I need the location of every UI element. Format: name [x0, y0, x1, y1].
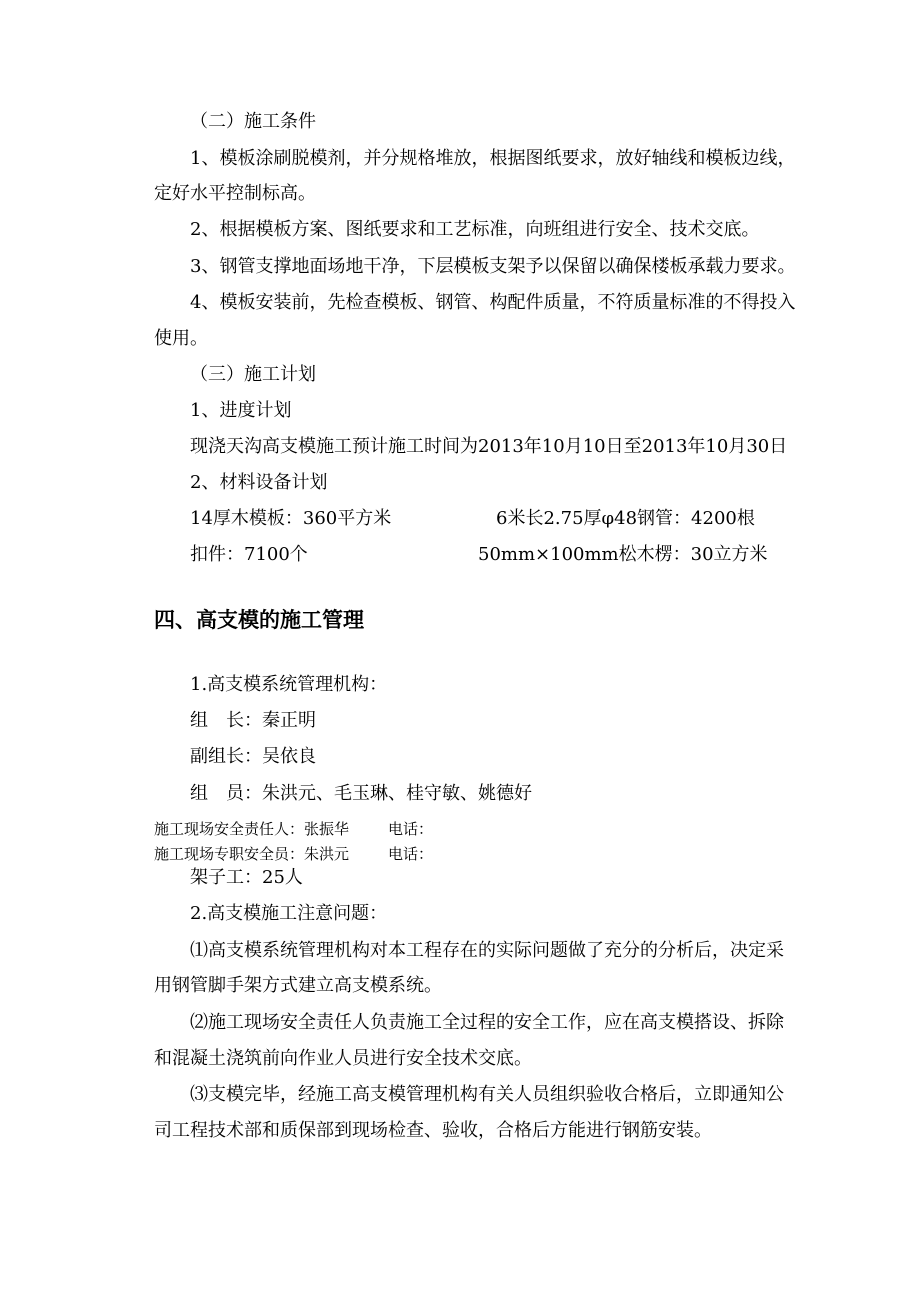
notes-title: 2.高支模施工注意问题： [190, 903, 388, 924]
materials-title: 2、材料设备计划 [190, 472, 328, 493]
safety-officer-phone: 电话： [388, 845, 434, 863]
org-deputy-leader: 副组长：吴依良 [190, 746, 316, 767]
org-members: 组 员：朱洪元、毛玉琳、桂守敏、姚德好 [190, 783, 532, 804]
org-title: 1.高支模系统管理机构： [190, 674, 388, 695]
material-pipe: 6米长2.75厚φ48钢管：4200根 [496, 508, 755, 529]
note-2-line-1: ⑵施工现场安全责任人负责施工全过程的安全工作，应在高支模搭设、拆除 [190, 1012, 784, 1033]
material-formwork: 14厚木模板：360平方米 [190, 508, 392, 529]
conditions-item-1-line-1: 1、模板涂刷脱模剂，并分规格堆放，根据图纸要求，放好轴线和模板边线， [190, 148, 796, 169]
conditions-item-3: 3、钢管支撑地面场地干净，下层模板支架予以保留以确保楼板承载力要求。 [190, 256, 796, 277]
note-2-line-2: 和混凝土浇筑前向作业人员进行安全技术交底。 [154, 1048, 532, 1069]
section-conditions-title: （二）施工条件 [190, 111, 316, 132]
note-1-line-1: ⑴高支模系统管理机构对本工程存在的实际问题做了充分的分析后，决定采 [190, 940, 784, 961]
schedule-title: 1、进度计划 [190, 400, 292, 421]
safety-responsible: 施工现场安全责任人：张振华 [154, 820, 350, 838]
section-management-heading: 四、高支模的施工管理 [154, 608, 364, 632]
conditions-item-1-line-2: 定好水平控制标高。 [154, 183, 316, 204]
safety-officer: 施工现场专职安全员：朱洪元 [154, 845, 350, 863]
note-3-line-2: 司工程技术部和质保部到现场检查、验收，合格后方能进行钢筋安装。 [154, 1120, 712, 1141]
schedule-text: 现浇天沟高支模施工预计施工时间为2013年10月10日至2013年10月30日 [190, 436, 788, 457]
conditions-item-2: 2、根据模板方案、图纸要求和工艺标准，向班组进行安全、技术交底。 [190, 219, 760, 240]
safety-responsible-phone: 电话： [388, 820, 434, 838]
material-timber: 50mm×100mm松木楞：30立方米 [478, 544, 768, 565]
section-plan-title: （三）施工计划 [190, 364, 316, 385]
org-leader: 组 长：秦正明 [190, 710, 316, 731]
conditions-item-4-line-1: 4、模板安装前，先检查模板、钢管、构配件质量，不符质量标准的不得投入 [190, 292, 796, 313]
scaffolders: 架子工：25人 [190, 867, 303, 888]
conditions-item-4-line-2: 使用。 [154, 328, 208, 349]
material-fastener: 扣件：7100个 [190, 544, 308, 565]
note-1-line-2: 用钢管脚手架方式建立高支模系统。 [154, 975, 442, 996]
note-3-line-1: ⑶支模完毕，经施工高支模管理机构有关人员组织验收合格后，立即通知公 [190, 1084, 784, 1105]
